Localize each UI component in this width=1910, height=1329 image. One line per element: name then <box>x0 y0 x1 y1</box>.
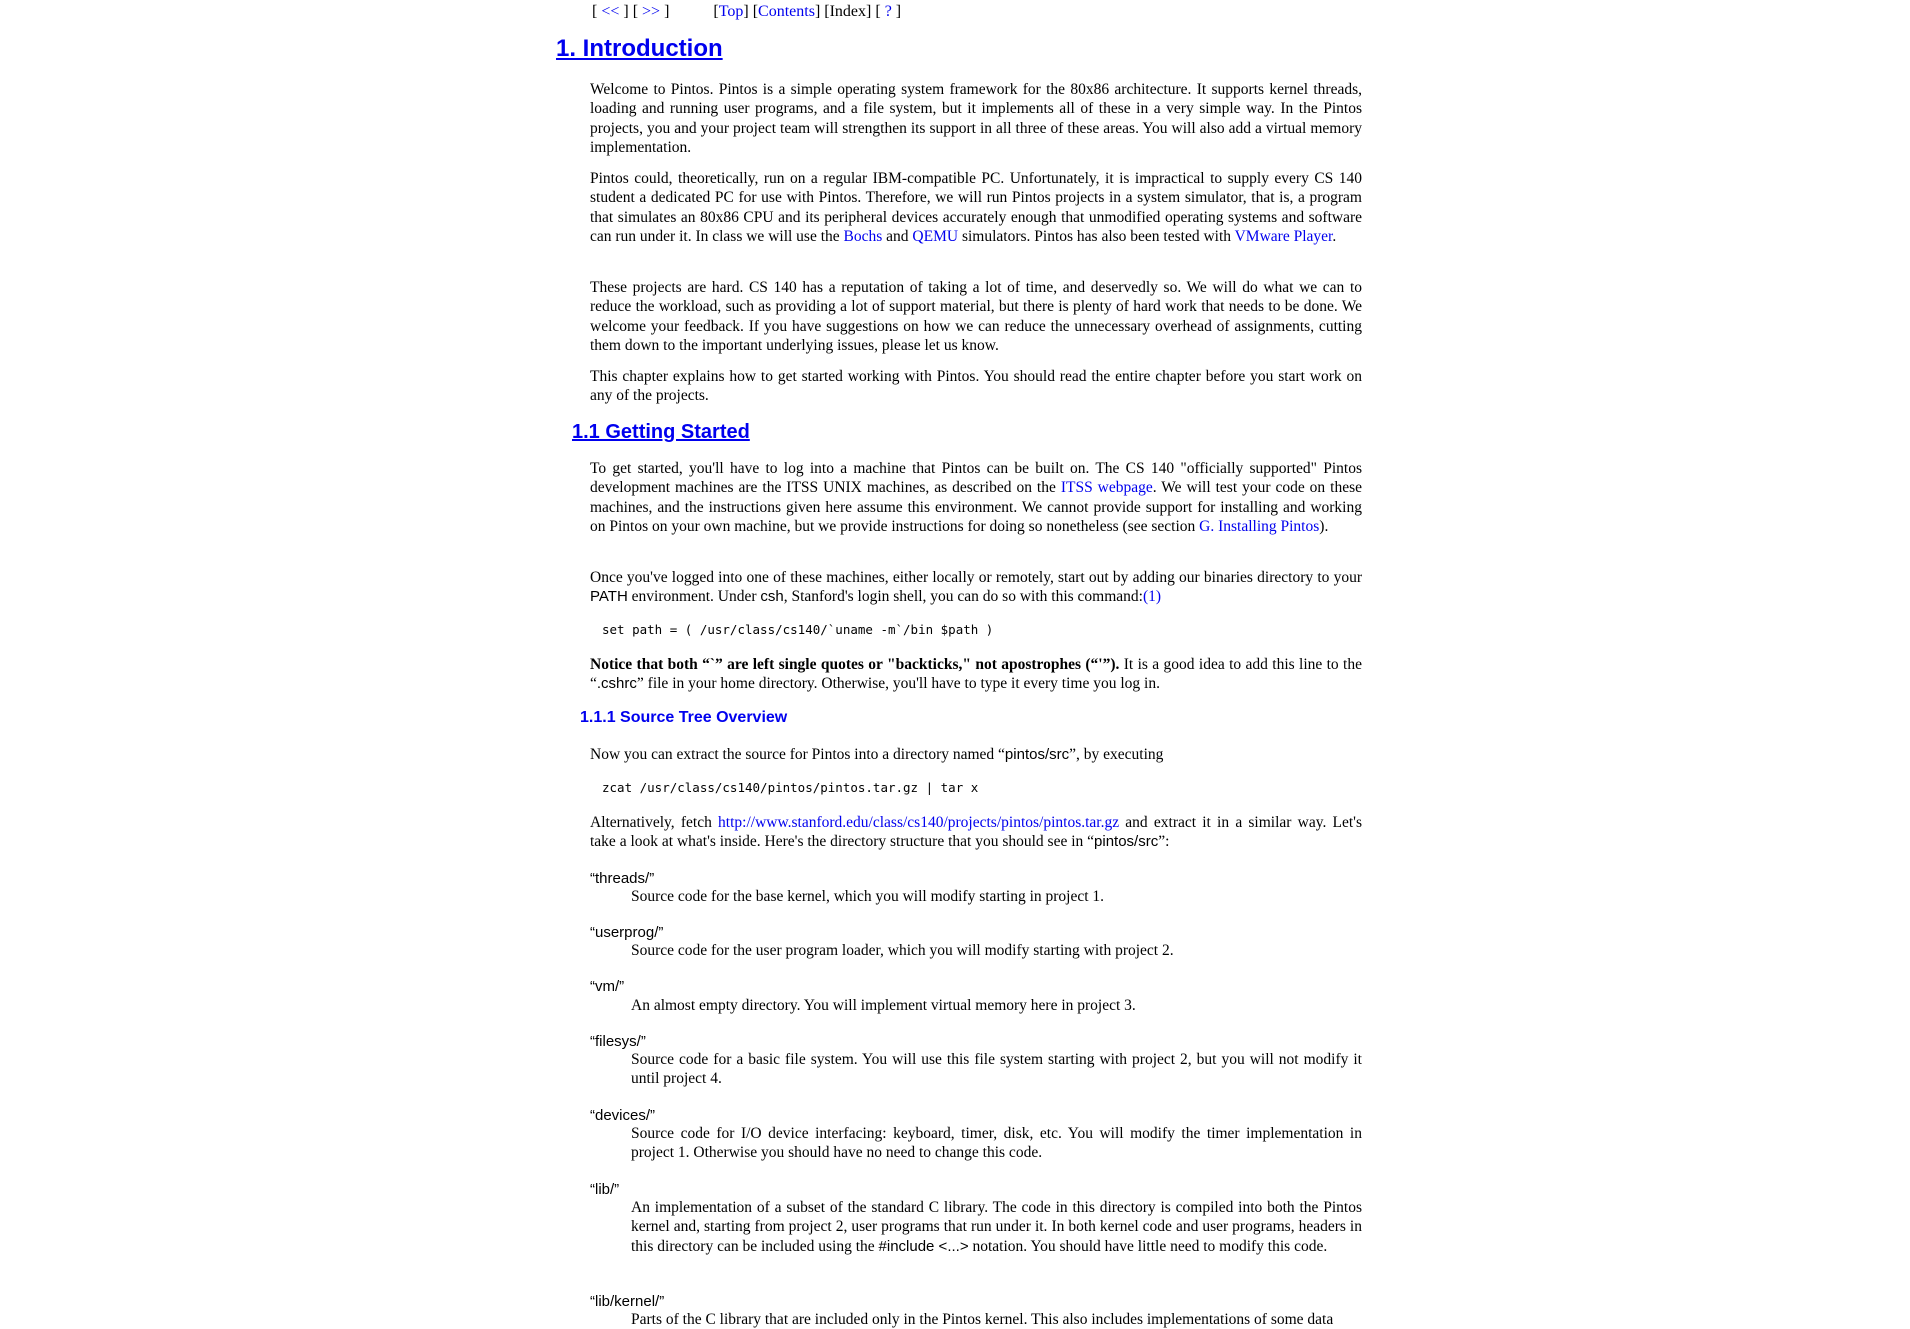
chapter-title <box>556 34 723 64</box>
bracket: [ <box>875 3 881 20</box>
getting-started-paragraph-3 <box>590 655 1362 694</box>
bracket: ] <box>814 3 821 20</box>
text: notation. You should have little need to modify this code. <box>968 1237 1328 1255</box>
dir-desc-vm: An almost empty directory. You will implement virtual memory here in project 3. <box>631 997 1136 1014</box>
text: environment. Under <box>627 588 761 606</box>
text: Now you can extract the source for Pintos into a directory named “ <box>590 746 1005 763</box>
text: ” file in your home directory. Otherwise, you'll have to type it every time you log in. <box>636 675 1160 693</box>
text: ”: <box>1158 833 1170 851</box>
csh-shell: csh <box>760 588 784 606</box>
text: and <box>882 228 913 246</box>
qemu-link[interactable]: QEMU <box>912 228 959 246</box>
bracket: ] <box>895 3 902 20</box>
section-title-getting-started <box>572 419 750 445</box>
include-directive: #include <...> <box>878 1237 969 1255</box>
text: . We will test your code on these machines, and the instructions given here assume this environment. We cannot provide support for installing and working on Pintos on your own machine, but we provide instructions for doing so nonetheless (see section <box>590 479 1362 536</box>
text: ”, by executing <box>1069 746 1164 763</box>
text: ). <box>1319 518 1329 536</box>
dir-term-lib-kernel: “lib/kernel/” <box>590 1293 665 1310</box>
text: Pintos could, theoretically, run on a regular IBM-compatible PC. Unfortunately, it is impractical to supply every CS 140 student a dedicated PC for use with Pintos. Therefore, we will run Pintos projects in a system simulator, that is, a program that simulates an 80x86 CPU and its peripheral devices accurately enough that unmodified operating systems and software can run under it. In class we will use the <box>590 170 1362 246</box>
pintos-tarball-link[interactable]: http://www.stanford.edu/class/cs140/projects/pintos/pintos.tar.gz <box>718 814 1120 831</box>
getting-started-link[interactable]: 1.1 Getting Started <box>572 421 750 443</box>
bochs-link[interactable]: Bochs <box>843 228 883 246</box>
dir-desc-userprog: Source code for the user program loader, which you will modify starting with project 2. <box>631 942 1174 959</box>
text: , Stanford's login shell, you can do so with this command: <box>783 588 1143 606</box>
intro-paragraph-2 <box>590 169 1362 247</box>
text: simulators. Pintos has also been tested with <box>958 228 1235 246</box>
dir-desc-threads: Source code for the base kernel, which you will modify starting in project 1. <box>631 888 1105 905</box>
dir-desc-filesys: Source code for a basic file system. You will use this file system starting with project 2, but you will not modify it until project 4. <box>631 1051 1362 1088</box>
dir-term-devices: “devices/” <box>590 1107 656 1124</box>
vmware-player-link[interactable]: VMware Player <box>1234 228 1333 246</box>
bracket: [ <box>592 3 598 20</box>
chapter-title-link[interactable]: 1. Introduction <box>556 35 723 62</box>
text: It is a good idea to add this line to the “ <box>590 656 1362 693</box>
next-link[interactable]: >> <box>642 3 661 20</box>
bracket: [ <box>713 3 719 20</box>
footnote-link[interactable]: (1) <box>1142 588 1162 606</box>
dir-term-userprog: “userprog/” <box>590 924 664 941</box>
source-tree-paragraph-1 <box>590 745 1362 764</box>
dir-desc-lib <box>631 1198 1362 1256</box>
contents-link[interactable]: Contents <box>758 3 815 20</box>
installing-pintos-link[interactable]: G. Installing Pintos <box>1199 518 1320 536</box>
bracket: [ <box>632 3 639 20</box>
text: Once you've logged into one of these machines, either locally or remotely, start out by adding our binaries directory to your <box>590 569 1362 586</box>
notice-bold-text: Notice that both “`” are left single quotes or "backticks," not apostrophes (“'”). <box>590 656 1120 673</box>
subsection-title-source-tree: 1.1.1 Source Tree Overview <box>580 709 788 726</box>
getting-started-paragraph-2 <box>590 568 1362 607</box>
bracket: ] <box>623 3 629 20</box>
index-text: Index <box>829 3 867 20</box>
dir-desc-devices: Source code for I/O device interfacing: keyboard, timer, disk, etc. You will modify the timer implementation in project 1. Otherwise you should have no need to change this code. <box>631 1125 1362 1162</box>
bracket: ] <box>866 3 872 20</box>
bracket: [ <box>824 3 830 20</box>
pintos-src-dir: pintos/src <box>1004 746 1070 763</box>
text: Alternatively, fetch <box>590 814 719 831</box>
cshrc-file: .cshrc <box>596 675 637 693</box>
prev-link[interactable]: << <box>601 3 620 20</box>
text: An implementation of a subset of the standard C library. The code in this directory is compiled into both the Pintos kernel and, starting from project 2, user programs that run under it. In both kernel code and user programs, headers in this directory can be included using the <box>631 1199 1362 1255</box>
getting-started-paragraph-1 <box>590 459 1362 537</box>
dir-desc-lib-kernel: Parts of the C library that are included only in the Pintos kernel. This also includes implementations of some data <box>631 1311 1334 1328</box>
path-variable: PATH <box>590 588 628 606</box>
dir-term-filesys: “filesys/” <box>590 1033 646 1050</box>
bracket: ] <box>664 3 670 20</box>
set-path-code: set path = ( /usr/class/cs140/`uname -m`/bin $path ) <box>602 622 994 637</box>
bracket: [ <box>752 3 759 20</box>
zcat-code: zcat /usr/class/cs140/pintos/pintos.tar.gz | tar x <box>602 780 979 795</box>
bracket: ] <box>743 3 749 20</box>
text: and extract it in a similar way. Let's take a look at what's inside. Here's the directory structure that you should see in “ <box>590 814 1363 851</box>
intro-paragraph-1: Welcome to Pintos. Pintos is a simple operating system framework for the 80x86 architecture. It supports kernel threads, loading and running user programs, and a file system, but it implements all of these in a very simple way. In the Pintos projects, you and your project team will strengthen its support in all three of these areas. You will also add a virtual memory implementation. <box>590 81 1362 157</box>
about-link[interactable]: ? <box>884 3 892 20</box>
navigation-bar <box>592 1 901 23</box>
intro-paragraph-4: This chapter explains how to get started working with Pintos. You should read the entire chapter before you start work on any of the projects. <box>590 368 1362 405</box>
dir-term-lib: “lib/” <box>590 1181 620 1198</box>
pintos-src-dir: pintos/src <box>1094 833 1159 851</box>
dir-term-vm: “vm/” <box>590 978 625 995</box>
itss-webpage-link[interactable]: ITSS webpage <box>1060 479 1153 497</box>
top-link[interactable]: Top <box>718 3 744 20</box>
intro-paragraph-3: These projects are hard. CS 140 has a reputation of taking a lot of time, and deservedly so. We will do what we can to reduce the workload, such as providing a lot of support material, but there is plenty of hard work that needs to be done. We welcome your feedback. If you have suggestions on how we can reduce the unnecessary overhead of assignments, cutting them down to the important underlying issues, please let us know. <box>590 279 1362 355</box>
dir-term-threads: “threads/” <box>590 870 655 887</box>
source-tree-paragraph-2 <box>590 813 1362 852</box>
text: To get started, you'll have to log into a machine that Pintos can be built on. The CS 140 "officially supported" Pintos development machines are the ITSS UNIX machines, as described on the <box>590 460 1362 497</box>
text: . <box>1332 228 1337 246</box>
